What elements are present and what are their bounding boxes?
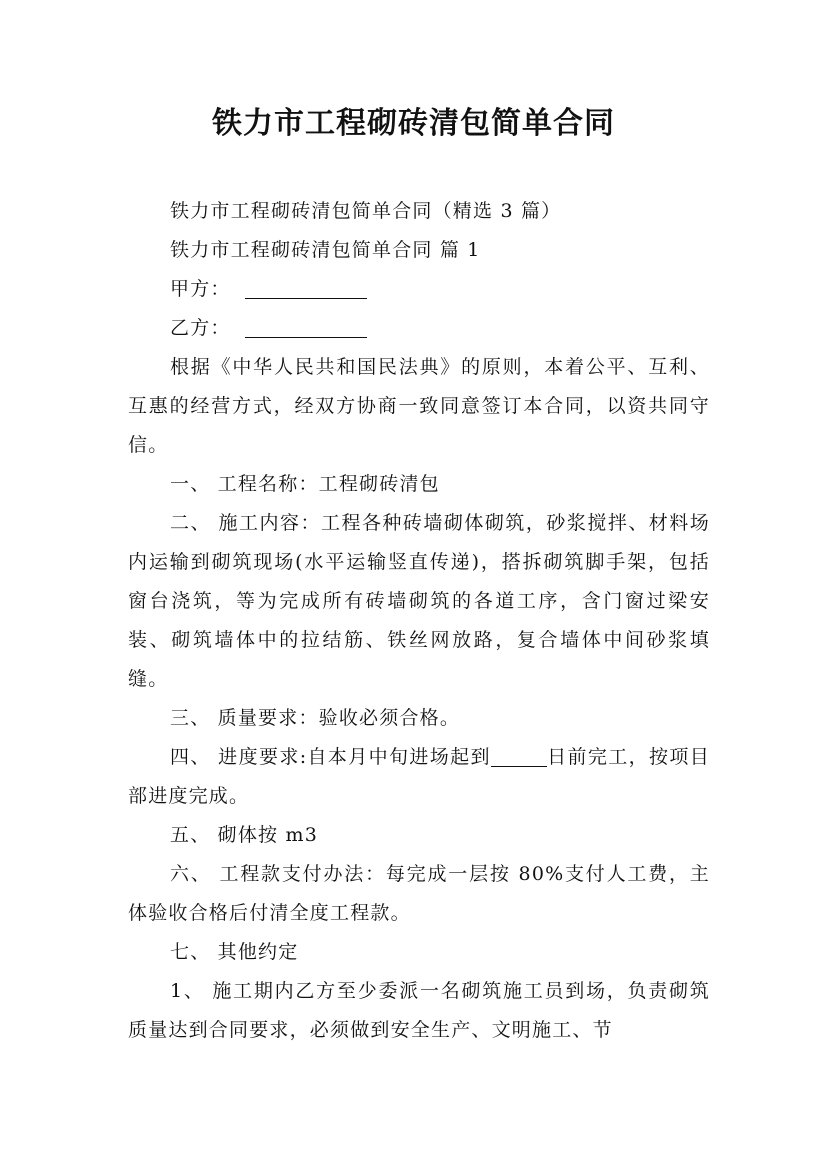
schedule-text-after: 日前完工，按项目部进度完成。 — [128, 746, 710, 807]
clause-1: 1、 施工期内乙方至少委派一名砌筑施工员到场，负责砌筑质量达到合同要求，必须做到安全生产、文明施工、节 — [128, 980, 710, 1041]
party-b-line — [128, 309, 710, 348]
item-construction-content: 二、 施工内容：工程各种砖墙砌体砌筑，砂浆搅拌、材料场内运输到砌筑现场(水平运输竖直传递)，搭拆砌筑脚手架，包括窗台浇筑，等为完成所有砖墙砌筑的各道工序，含门窗过梁安装、砌筑墙体中的拉结筋、铁丝网放路，复合墙体中间砂浆填缝。 — [128, 512, 710, 690]
party-b-blank — [245, 313, 367, 338]
schedule-text-before: 四、 进度要求:自本月中旬进场起到 — [170, 746, 491, 768]
document-title: 铁力市工程砌砖清包简单合同 — [212, 106, 615, 141]
intro-paragraph: 根据《中华人民共和国民法典》的原则，本着公平、互利、互惠的经营方式，经双方协商一致同意签订本合同，以资共同守信。 — [128, 356, 710, 456]
item-schedule — [128, 738, 710, 816]
party-a-line — [128, 270, 710, 309]
party-a-blank — [245, 274, 367, 299]
item-quality: 三、 质量要求：验收必须合格。 — [170, 707, 461, 729]
subtitle-line: 铁力市工程砌砖清包简单合同（精选 3 篇） — [170, 200, 562, 222]
part-heading: 铁力市工程砌砖清包简单合同 篇 1 — [170, 239, 481, 261]
item-payment: 六、 工程款支付办法：每完成一层按 80%支付人工费，主体验收合格后付清全度工程款。 — [128, 863, 710, 924]
party-a-label: 甲方： — [170, 278, 231, 300]
document-body — [128, 192, 710, 1050]
item-masonry-unit: 五、 砌体按 m3 — [170, 824, 318, 846]
item-other: 七、 其他约定 — [170, 941, 299, 963]
schedule-date-blank — [491, 744, 547, 767]
party-b-label: 乙方： — [170, 317, 231, 339]
item-project-name: 一、 工程名称：工程砌砖清包 — [170, 473, 440, 495]
